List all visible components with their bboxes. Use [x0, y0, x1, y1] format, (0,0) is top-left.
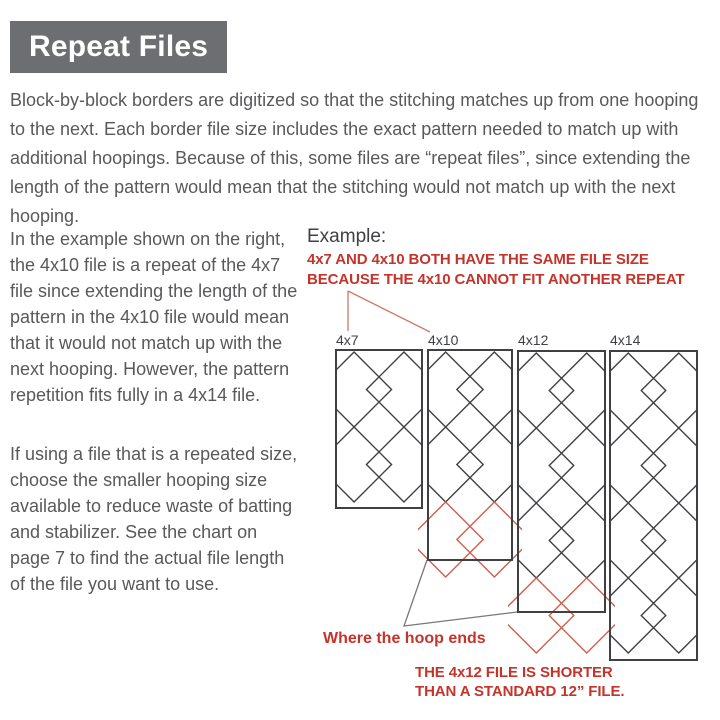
example-callout-line2: BECAUSE THE 4x10 CANNOT FIT ANOTHER REPEAT	[307, 270, 685, 288]
page-title-badge	[10, 21, 227, 73]
shorter-file-note-line1: THE 4x12 FILE IS SHORTER	[415, 664, 613, 681]
left-paragraph-2: If using a file that is a repeated size, choose the smaller hooping size available to reduce waste of batting and stabilizer. See the chart on page 7 to find the actual file length of the file you want to use.	[10, 444, 298, 594]
shorter-file-note	[415, 663, 624, 701]
shorter-file-note-line2: THAN A STANDARD 12” FILE.	[415, 683, 625, 700]
hoop-ends-note: Where the hoop ends	[323, 630, 486, 647]
column-label-4x12: 4x12	[518, 332, 549, 348]
example-callout	[307, 250, 685, 289]
page-title: Repeat Files	[29, 30, 209, 63]
example-callout-line1: 4x7 AND 4x10 BOTH HAVE THE SAME FILE SIZE	[307, 251, 649, 268]
column-label-4x7: 4x7	[336, 332, 359, 348]
column-label-4x10: 4x10	[428, 332, 459, 348]
left-paragraph-1: In the example shown on the right, the 4x10 file is a repeat of the 4x7 file since extending the length of the pattern in the 4x10 file would mean that it would not match up with the next hooping. However, the pattern repetition fits fully in a 4x14 file.	[10, 229, 298, 405]
column-label-4x14: 4x14	[610, 332, 641, 348]
example-heading: Example:	[307, 226, 387, 247]
intro-paragraph: Block-by-block borders are digitized so that the stitching matches up from one hooping to the next. Each border file size includes the exact pattern needed to match up with additional hoopings. Because of this, some files are “repeat files”, since extending the length of the pattern would mean that the stitching would not match up with the next hooping.	[10, 90, 699, 226]
